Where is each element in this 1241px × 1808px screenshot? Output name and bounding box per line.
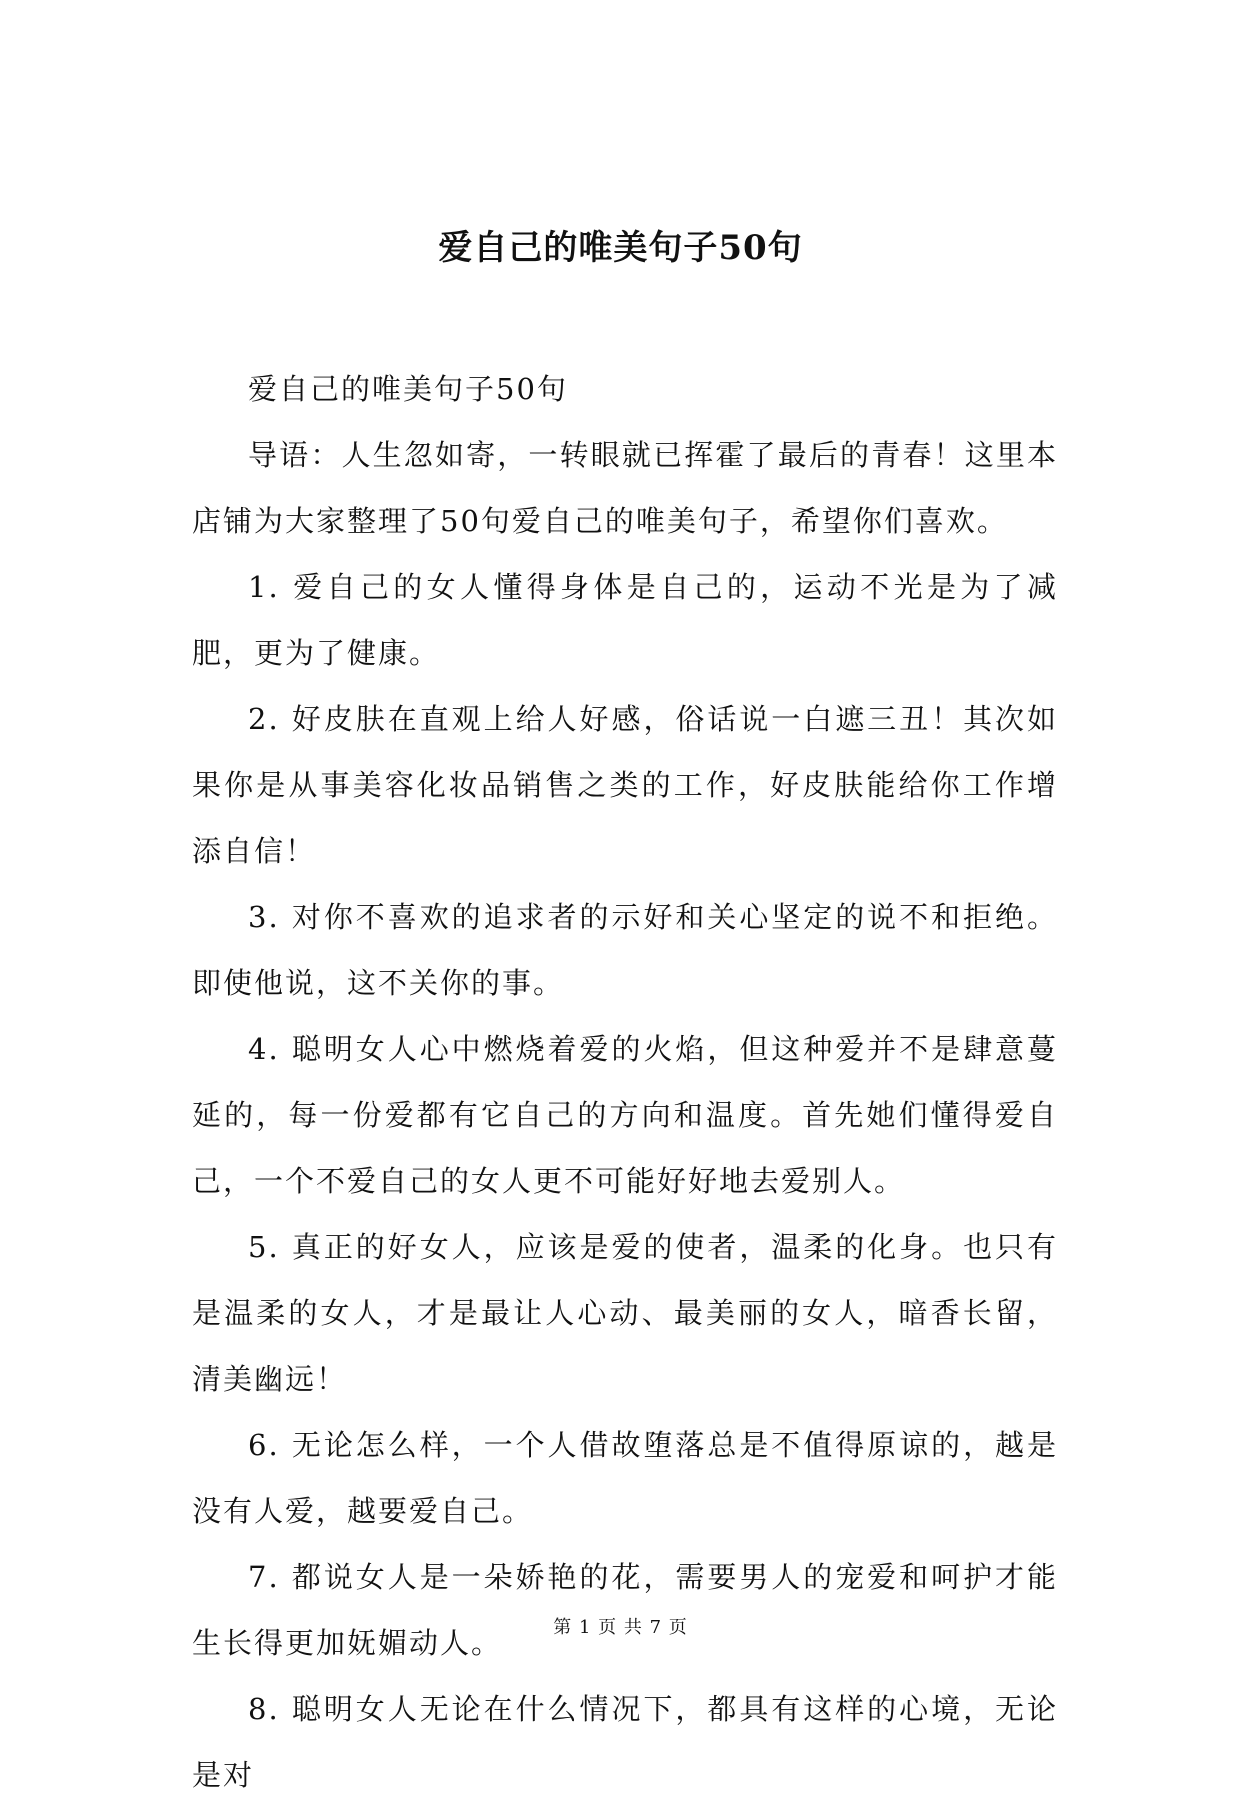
paragraph-item-1: 1. 爱自己的女人懂得身体是自己的，运动不光是为了减肥，更为了健康。 bbox=[192, 570, 1058, 670]
paragraph-subtitle: 爱自己的唯美句子50句 bbox=[248, 372, 568, 406]
page-number-footer: 第 1 页 共 7 页 bbox=[553, 1617, 688, 1638]
paragraph-item-8: 8. 聪明女人无论在什么情况下，都具有这样的心境，无论是对 bbox=[192, 1692, 1058, 1792]
paragraph-item-6: 6. 无论怎么样，一个人借故堕落总是不值得原谅的，越是没有人爱，越要爱自己。 bbox=[192, 1428, 1058, 1528]
paragraph-item-5: 5. 真正的好女人，应该是爱的使者，温柔的化身。也只有是温柔的女人，才是最让人心动、最美丽的女人，暗香长留，清美幽远！ bbox=[192, 1230, 1058, 1396]
paragraph-item-7: 7. 都说女人是一朵娇艳的花，需要男人的宠爱和呵护才能生长得更加妩媚动人。 bbox=[192, 1560, 1058, 1660]
document-title: 爱自己的唯美句子50句 bbox=[438, 228, 803, 268]
paragraph-intro: 导语：人生忽如寄，一转眼就已挥霍了最后的青春！这里本店铺为大家整理了50句爱自己的唯美句子，希望你们喜欢。 bbox=[192, 438, 1058, 538]
paragraph-item-3: 3. 对你不喜欢的追求者的示好和关心坚定的说不和拒绝。即使他说，这不关你的事。 bbox=[192, 900, 1058, 1000]
document-body bbox=[192, 356, 1058, 1808]
paragraph-item-4: 4. 聪明女人心中燃烧着爱的火焰，但这种爱并不是肆意蔓延的，每一份爱都有它自己的方向和温度。首先她们懂得爱自己，一个不爱自己的女人更不可能好好地去爱别人。 bbox=[192, 1032, 1058, 1198]
paragraph-item-2: 2. 好皮肤在直观上给人好感，俗话说一白遮三丑！其次如果你是从事美容化妆品销售之类的工作，好皮肤能给你工作增添自信！ bbox=[192, 702, 1058, 868]
